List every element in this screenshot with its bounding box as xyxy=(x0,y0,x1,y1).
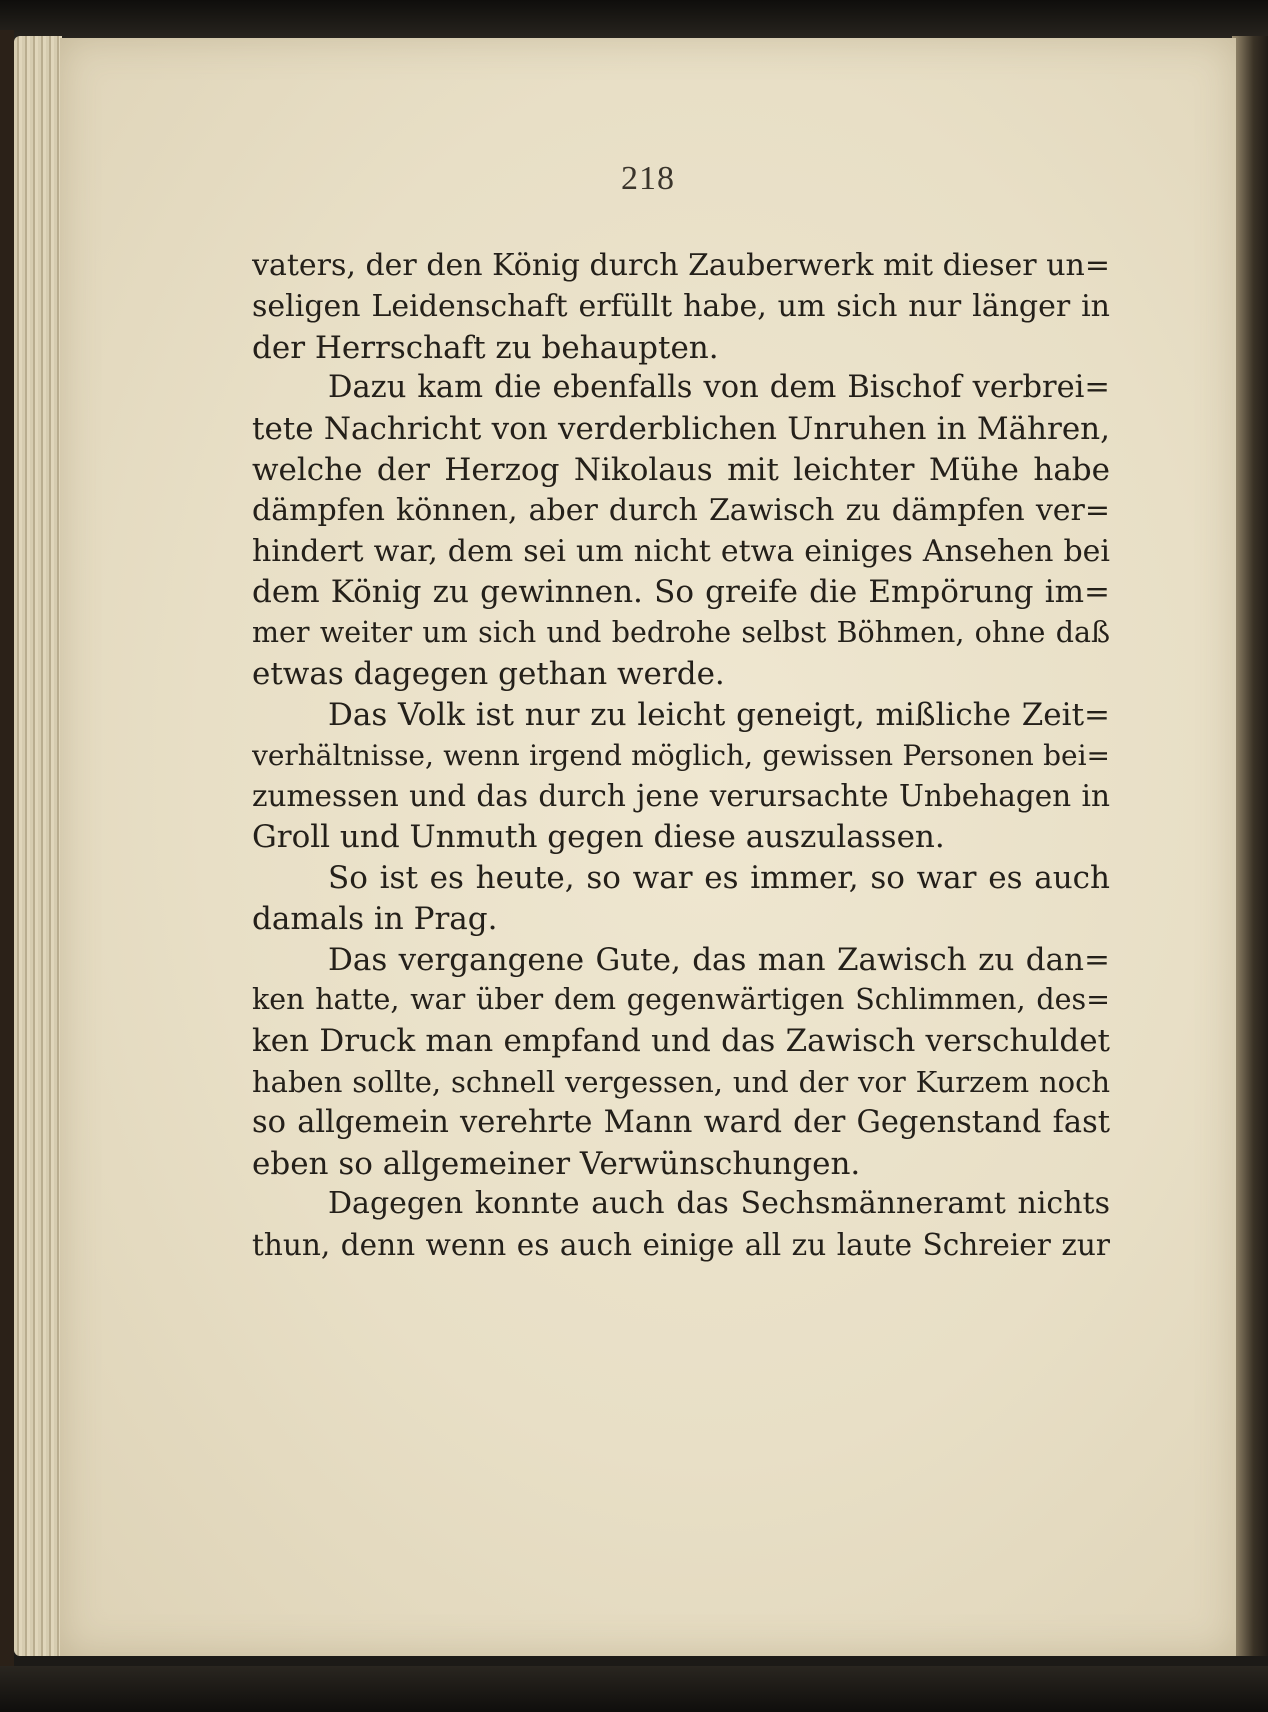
text-line: Dagegen konnte auch das Sechsmänneramt nichts xyxy=(328,1186,1110,1222)
text-line: vaters, der den König durch Zauberwerk mit dieser un= xyxy=(252,248,1110,283)
text-line: verhältnisse, wenn irgend möglich, gewissen Personen bei= xyxy=(252,738,1110,772)
text-line: Das vergangene Gute, das man Zawisch zu dan= xyxy=(328,941,1110,978)
scan-bottom-edge xyxy=(0,1666,1268,1712)
scan-top-edge xyxy=(0,0,1268,42)
book-gutter xyxy=(1232,36,1268,1656)
text-line: dem König zu gewinnen. So greife die Empörung im= xyxy=(252,574,1110,611)
text-line: So ist es heute, so war es immer, so war es auch xyxy=(328,859,1110,896)
book-page xyxy=(60,38,1236,1656)
text-line: haben sollte, schnell vergessen, und der vor Kurzem noch xyxy=(252,1064,1110,1099)
text-line: hindert war, dem sei um nicht etwa einiges Ansehen bei xyxy=(252,533,1110,569)
text-line: thun, denn wenn es auch einige all zu laute Schreier zur xyxy=(252,1228,1110,1263)
text-line: mer weiter um sich und bedrohe selbst Böhmen, ohne daß xyxy=(252,616,1110,650)
text-line: so allgemein verehrte Mann ward der Gegenstand fast xyxy=(252,1104,1110,1140)
body-text xyxy=(252,246,1110,1266)
text-line: ken Druck man empfand und das Zawisch verschuldet xyxy=(252,1023,1110,1060)
text-line: etwas dagegen gethan werde. xyxy=(252,655,725,692)
text-line: ken hatte, war über dem gegenwärtigen Schlimmen, des= xyxy=(252,983,1110,1017)
text-line: Das Volk ist nur zu leicht geneigt, mißliche Zeit= xyxy=(328,696,1110,733)
text-line: der Herrschaft zu behaupten. xyxy=(252,329,719,366)
text-line: seligen Leidenschaft erfüllt habe, um sich nur länger in xyxy=(252,288,1110,324)
text-line: zumessen und das durch jene verursachte Unbehagen in xyxy=(252,779,1110,814)
text-line: Dazu kam die ebenfalls von dem Bischof verbrei= xyxy=(328,370,1110,406)
text-line: tete Nachricht von verderblichen Unruhen in Mähren, xyxy=(252,411,1110,448)
text-line: dämpfen können, aber durch Zawisch zu dämpfen ver= xyxy=(252,492,1110,528)
page-stack-edges xyxy=(14,36,62,1656)
text-line: eben so allgemeiner Verwünschungen. xyxy=(252,1145,861,1182)
page-number: 218 xyxy=(621,160,675,197)
text-line: damals in Prag. xyxy=(252,900,498,937)
text-line: Groll und Unmuth gegen diese auszulassen. xyxy=(252,819,945,856)
text-line: welche der Herzog Nikolaus mit leichter Mühe habe xyxy=(252,451,1110,488)
book-cover-edge xyxy=(0,30,14,1670)
